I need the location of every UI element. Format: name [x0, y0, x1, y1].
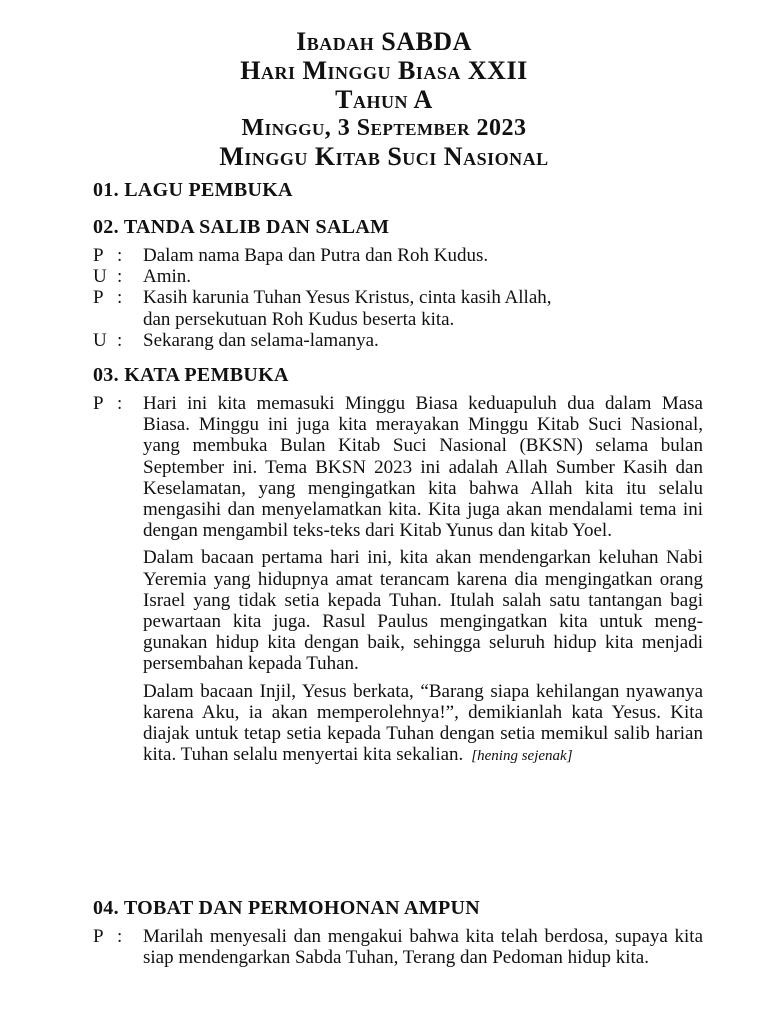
dialog-row	[93, 245, 703, 266]
header-sunday-name: Hari Minggu Biasa XXII	[240, 56, 528, 85]
dialog-text	[143, 287, 703, 329]
section-title: 02. TANDA SALIB DAN SALAM	[93, 216, 390, 238]
dialog-line: dan persekutuan Roh Kudus beserta kita.	[143, 308, 455, 330]
speaker-label: P	[93, 245, 104, 266]
speaker-label: P	[93, 926, 104, 947]
dialog-row	[93, 330, 703, 351]
speaker-colon: :	[117, 926, 123, 947]
opening-paragraph-1: Hari ini kita memasuki Minggu Biasa keduapuluh dua dalam Masa Biasa. Minggu ini juga kita merayakan Minggu Kitab Suci Nasional, yang membuka Bulan Kitab Suci Nasional (BKSN) selama bulan September ini. Tema BKSN 2023 ini adalah Allah Sumber Kasih dan Keselamatan, yang mengingatkan kita bahwa Allah kita itu selalu mengasihi dan menyelamatkan kita. Kita juga akan mendalami tema ini dengan mengambil teks-teks dari Kitab Yunus dan kitab Yoel.	[143, 393, 703, 542]
speaker-label: U	[93, 266, 107, 288]
speaker-colon: :	[117, 266, 123, 288]
dialog-text	[143, 330, 703, 351]
dialog-line: Kasih karunia Tuhan Yesus Kristus, cinta kasih Allah,	[143, 287, 552, 309]
speaker-label: U	[93, 329, 107, 351]
dialog-row	[93, 926, 703, 968]
section-title: 04. TOBAT DAN PERMOHONAN AMPUN	[93, 897, 480, 919]
dialog-row	[93, 287, 703, 329]
section-title: 03. KATA PEMBUKA	[93, 364, 289, 386]
paragraph-text: Dalam bacaan Injil, Yesus berkata, “Barang siapa kehilangan nyawanya karena Aku, ia akan memperolehnya!”, demikianlah kata Yesus. Kita diajak untuk tetap setia kepada Tuhan dengan setia memikul salib harian kita. Tuhan selalu menyertai kita sekalian.	[143, 680, 703, 766]
dialog-text	[143, 266, 703, 287]
dialog-text: Marilah menyesali dan mengakui bahwa kita telah berdosa, supaya kita siap mendengarkan Sabda Tuhan, Terang dan Pedoman hidup kita.	[143, 926, 703, 969]
header-title: Ibadah SABDA	[296, 27, 472, 56]
dialog-line: Amin.	[143, 266, 192, 288]
section-tobat	[93, 896, 703, 968]
section-lagu-pembuka	[93, 178, 703, 208]
section-tanda-salib	[93, 215, 703, 351]
header-year: Tahun A	[335, 85, 433, 114]
dialog-line: Sekarang dan selama-lamanya.	[143, 329, 379, 351]
document-header	[0, 27, 768, 171]
rubric-note: [hening sejenak]	[471, 748, 573, 765]
speaker-colon: :	[117, 329, 123, 351]
speaker-colon: :	[117, 245, 123, 266]
section-kata-pembuka	[93, 363, 703, 767]
dialog-row	[93, 393, 703, 767]
opening-paragraph-2: Dalam bacaan pertama hari ini, kita akan mendengarkan keluhan Nabi Yeremia yang hidupnya amat terancam karena dia mengingatkan orang Israel yang tidak setia kepada Tuhan. Itulah salah satu tantangan bagi pewartaan kita juga. Rasul Paulus mengingatkan kita untuk meng-gunakan hidup kita dengan baik, sehingga seluruh hidup kita menjadi persembahan kepada Tuhan.	[143, 547, 703, 675]
dialog-line: Dalam nama Bapa dan Putra dan Roh Kudus.	[143, 245, 489, 266]
speaker-colon: :	[117, 287, 123, 309]
header-date: Minggu, 3 September 2023	[241, 115, 527, 141]
dialog-row	[93, 266, 703, 287]
speaker-colon: :	[117, 393, 123, 414]
dialog-text	[143, 245, 703, 266]
opening-paragraph-3	[143, 681, 703, 768]
section-title: 01. LAGU PEMBUKA	[93, 179, 293, 201]
speaker-label: P	[93, 393, 104, 414]
opening-words	[143, 393, 703, 767]
speaker-label: P	[93, 287, 104, 309]
header-occasion: Minggu Kitab Suci Nasional	[219, 142, 549, 171]
